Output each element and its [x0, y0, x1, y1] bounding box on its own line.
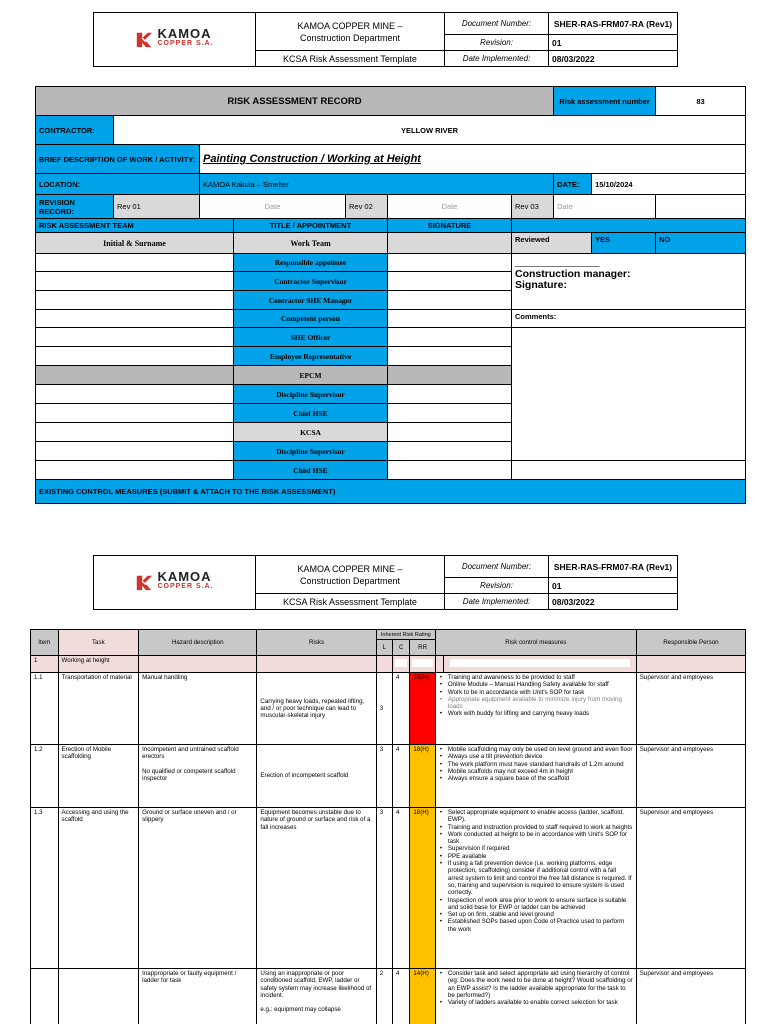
template-title: KCSA Risk Assessment Template	[256, 51, 445, 67]
rev-02: Rev 02	[346, 195, 388, 219]
role-chief-hse: Chief HSE	[234, 404, 388, 423]
row-item: 1.3	[31, 808, 59, 969]
row-likelihood: 3	[376, 673, 392, 745]
role-signature[interactable]	[388, 291, 512, 310]
role-signature[interactable]	[388, 404, 512, 423]
title-appointment-header: TITLE / APPOINTMENT	[234, 219, 388, 233]
team-member-name[interactable]	[36, 291, 234, 310]
row-responsible: Supervisor and employees	[636, 673, 745, 745]
signature-header: SIGNATURE	[388, 219, 512, 233]
comments-label: Comments:	[512, 310, 746, 328]
role-signature[interactable]	[388, 328, 512, 347]
control-item: • Variety of ladders available to enable correct selection for task	[439, 999, 633, 1006]
initial-surname-header: Initial & Surname	[36, 233, 234, 254]
logo-text-kamoa: KAMOA	[157, 26, 212, 41]
ra-number-label: Risk assessment number	[554, 87, 656, 116]
role-she-officer: SHE Officer	[234, 328, 388, 347]
construction-manager-signature-block	[512, 254, 746, 310]
risk-assessment-record	[35, 86, 746, 504]
section-item: 1	[31, 656, 59, 673]
rev-02-date[interactable]: Date	[388, 195, 512, 219]
team-member-name[interactable]	[36, 328, 234, 347]
mine-department	[256, 556, 445, 594]
template-title: KCSA Risk Assessment Template	[256, 594, 445, 610]
team-member-name[interactable]	[36, 347, 234, 366]
department-name: Construction Department	[299, 32, 401, 43]
row-likelihood: 2	[376, 969, 392, 1024]
row-controls	[435, 745, 636, 808]
row-likelihood: 3	[376, 745, 392, 808]
risk-task-table	[30, 629, 746, 1024]
control-item: • Training and instruction provided to staff required to work at heights	[439, 824, 633, 831]
control-item: • Always use a tilt prevention device	[439, 753, 633, 760]
risk-line: e.g.: equipment may collapse	[260, 1006, 341, 1014]
work-team-header: Work Team	[234, 233, 388, 254]
role-discipline-supervisor: Discipline Supervisor	[234, 385, 388, 404]
role-contractor-supervisor: Contractor Supervisor	[234, 272, 388, 291]
department-name: Construction Department	[299, 575, 401, 586]
date-label: DATE:	[554, 174, 592, 195]
date-implemented: 08/03/2022	[549, 51, 678, 67]
row-controls	[435, 969, 636, 1024]
role-responsible-appointee: Responsible appointee	[234, 254, 388, 272]
control-item: • Always ensure a square base of the scaffold	[439, 775, 633, 782]
doc-number-label: Document Number:	[445, 556, 549, 578]
row-responsible: Supervisor and employees	[636, 745, 745, 808]
doc-number: SHER-RAS-FRM07-RA (Rev1)	[549, 13, 678, 35]
control-item: • Supervision if required	[439, 845, 633, 852]
control-item: • Mobile scaffolding may only be used on level ground and even floor	[439, 746, 633, 753]
comments-area-end	[512, 461, 746, 480]
row-task: Erection of Mobile scaffolding	[58, 745, 139, 808]
rev-03-date[interactable]: Date	[554, 195, 656, 219]
control-item: • The work platform must have standard handrails of 1.2m around	[439, 761, 633, 768]
control-item: • Training and awareness to be provided to staff	[439, 674, 633, 681]
control-item: • Work conducted at height to be in accordance with Unit's SOP for task	[439, 831, 633, 846]
row-risk-rating: 18(H)	[410, 745, 436, 808]
work-team-signature	[388, 233, 512, 254]
team-member-name[interactable]	[36, 423, 234, 442]
contractor-label: CONTRACTOR:	[36, 116, 114, 145]
role-kcsa-chief-hse: Chief HSE	[234, 461, 388, 480]
location-value: KAMOA Kakula – Smelter	[200, 174, 554, 195]
row-hazard: Ground or surface uneven and / or slippery	[139, 808, 257, 969]
row-hazard: Inappropriate or faulty equipment / ladder for task	[139, 969, 257, 1024]
col-item: Item	[31, 630, 59, 656]
row-hazard: Manual handling	[139, 673, 257, 745]
team-member-name[interactable]	[36, 385, 234, 404]
control-item: • Work to be in accordance with Unit's SOP for task	[439, 689, 633, 696]
kamoa-logo-icon	[135, 30, 153, 48]
role-signature[interactable]	[388, 347, 512, 366]
hazard-line: Incompetent and untrained scaffold erectors	[142, 746, 239, 761]
record-title: RISK ASSESSMENT RECORD	[36, 87, 554, 116]
row-risks: Carrying heavy loads, repeated lifting, and / or poor technique can lead to muscular-skeletal injury	[257, 673, 376, 745]
col-inherent-rating: Inherent Risk Rating	[376, 630, 435, 640]
col-task: Task	[58, 630, 139, 656]
role-signature[interactable]	[388, 272, 512, 291]
team-member-name[interactable]	[36, 461, 234, 480]
kamoa-logo-icon	[135, 573, 153, 591]
control-item: • Appropriate equipment available to minimize injury from moving loads	[439, 696, 633, 711]
row-risk-rating: 18(H)	[410, 673, 436, 745]
row-task: Accessing and using the scaffold	[58, 808, 139, 969]
role-signature[interactable]	[388, 423, 512, 442]
table-row	[31, 673, 746, 745]
doc-number: SHER-RAS-FRM07-RA (Rev1)	[549, 556, 678, 578]
revision-label: Revision:	[445, 35, 549, 51]
location-label: LOCATION:	[36, 174, 200, 195]
hazard-line: No qualified or competent scaffold inspector	[142, 767, 236, 782]
document-header-1	[93, 12, 678, 67]
rev-01-date[interactable]: Date	[200, 195, 346, 219]
rev-01: Rev 01	[114, 195, 200, 219]
col-hazard: Hazard description	[139, 630, 257, 656]
row-consequence: 4	[393, 969, 410, 1024]
control-item: • Select appropriate equipment to enable access (ladder, scaffold, EWP).	[439, 809, 633, 824]
document-header-2	[93, 555, 678, 610]
role-signature[interactable]	[388, 254, 512, 272]
role-contractor-she-manager: Contractor SHE Manager	[234, 291, 388, 310]
epcm-band-signature	[388, 366, 512, 385]
role-kcsa-discipline-supervisor: Discipline Supervisor	[234, 442, 388, 461]
row-item: 1.2	[31, 745, 59, 808]
role-employee-representative: Employee Representative	[234, 347, 388, 366]
row-risks: Equipment becomes unstable due to nature of ground or surface and risk of a fall increases	[257, 808, 376, 969]
comments-area[interactable]	[512, 328, 746, 461]
control-item: • PPE available	[439, 853, 633, 860]
construction-manager-signature-label: Construction manager: Signature:	[515, 268, 631, 291]
company-logo	[94, 13, 256, 67]
date-value: 15/10/2024	[592, 174, 746, 195]
revision-empty	[656, 195, 746, 219]
control-item: • If using a fall prevention device (i.e. working platforms, edge protection, scaffolding) consider if additional control with a fall arrest system to limit and control the free fall distance is required. If so, training and supervision is required to ensure system is used correctly.	[439, 860, 633, 896]
row-likelihood: 3	[376, 808, 392, 969]
row-responsible: Supervisor and employees	[636, 969, 745, 1024]
role-signature[interactable]	[388, 385, 512, 404]
section-row	[31, 656, 746, 673]
row-consequence: 4	[393, 808, 410, 969]
work-description: Painting Construction / Working at Height	[200, 145, 746, 174]
control-item: • Consider task and select appropriate aid using hierarchy of control (eg: Does the work need to be done at height? Would scaffolding or an EWP assist? Is the ladder available appropriate for the task to be performed?)	[439, 970, 633, 999]
epcm-band	[36, 366, 234, 385]
row-controls	[435, 673, 636, 745]
row-responsible: Supervisor and employees	[636, 808, 745, 969]
reviewed-yes[interactable]: YES	[592, 233, 656, 254]
mine-name: KAMOA COPPER MINE –	[297, 563, 403, 574]
date-implemented-label: Date Implemented:	[445, 594, 549, 610]
existing-controls-banner: EXISTING CONTROL MEASURES (SUBMIT & ATTACH TO THE RISK ASSESSMENT)	[36, 480, 746, 504]
team-member-name[interactable]	[36, 442, 234, 461]
row-risk-rating: 14(H)	[410, 969, 436, 1024]
logo-text-copper: COPPER S.A.	[157, 583, 214, 590]
row-item: 1.1	[31, 673, 59, 745]
table-row	[31, 969, 746, 1024]
control-item: • Online Module – Manual Handling Safety available for staff	[439, 681, 633, 688]
team-header: RISK ASSESSMENT TEAM	[36, 219, 234, 233]
mine-name: KAMOA COPPER MINE –	[297, 20, 403, 31]
work-description-label: BRIEF DESCRIPTION OF WORK / ACTIVITY:	[36, 145, 200, 174]
mine-department	[256, 13, 445, 51]
team-member-name[interactable]	[36, 310, 234, 328]
date-implemented: 08/03/2022	[549, 594, 678, 610]
logo-text-copper: COPPER S.A.	[157, 40, 214, 47]
role-kcsa: KCSA	[234, 423, 388, 442]
row-risks: Erection of incompetent scaffold	[257, 745, 376, 808]
row-consequence: 4	[393, 673, 410, 745]
control-item: • Established SOPs based upon Code of Practice used to perform the work	[439, 918, 633, 933]
role-signature[interactable]	[388, 310, 512, 328]
control-item: • Inspection of work area prior to work to ensure surface is suitable and solid base for EWP or ladder can be achieved	[439, 897, 633, 912]
role-epcm: EPCM	[234, 366, 388, 385]
col-rr: RR	[410, 640, 436, 656]
risk-line: Using an inappropriate or poor conditioned scaffold, EWP, ladder or safety system may increase likelihood of incident.	[260, 970, 372, 999]
col-controls: Risk control measures	[435, 630, 636, 656]
ra-number: 83	[656, 87, 746, 116]
row-hazard	[139, 745, 257, 808]
company-logo	[94, 556, 256, 610]
row-consequence: 4	[393, 745, 410, 808]
role-signature[interactable]	[388, 442, 512, 461]
team-member-name[interactable]	[36, 254, 234, 272]
row-task	[58, 969, 139, 1024]
table-row	[31, 808, 746, 969]
control-item: • Mobile scaffolds may not exceed 4m in height	[439, 768, 633, 775]
revision-record-label: REVISION RECORD:	[36, 195, 114, 219]
revision-label: Revision:	[445, 578, 549, 594]
row-item	[31, 969, 59, 1024]
contractor-value: YELLOW RIVER	[114, 116, 746, 145]
section-task: Working at height	[58, 656, 139, 673]
col-c: C	[393, 640, 410, 656]
col-responsible: Responsible Person	[636, 630, 745, 656]
review-header	[512, 219, 746, 233]
col-l: L	[376, 640, 392, 656]
row-controls	[435, 808, 636, 969]
team-member-name[interactable]	[36, 272, 234, 291]
col-risks: Risks	[257, 630, 376, 656]
logo-text-kamoa: KAMOA	[157, 569, 212, 584]
date-implemented-label: Date Implemented:	[445, 51, 549, 67]
revision-value: 01	[549, 578, 678, 594]
role-signature[interactable]	[388, 461, 512, 480]
row-task: Transportation of material	[58, 673, 139, 745]
role-competent-person: Competent person	[234, 310, 388, 328]
doc-number-label: Document Number:	[445, 13, 549, 35]
row-risks	[257, 969, 376, 1024]
reviewed-label: Reviewed	[512, 233, 592, 254]
team-member-name[interactable]	[36, 404, 234, 423]
revision-value: 01	[549, 35, 678, 51]
control-item: • Set up on firm, stable and level ground	[439, 911, 633, 918]
signature-line: ___________________	[515, 258, 600, 267]
table-row	[31, 745, 746, 808]
reviewed-no[interactable]: NO	[656, 233, 746, 254]
control-item: • Work with buddy for lifting and carrying heavy loads	[439, 710, 633, 717]
rev-03: Rev 03	[512, 195, 554, 219]
row-risk-rating: 18(H)	[410, 808, 436, 969]
